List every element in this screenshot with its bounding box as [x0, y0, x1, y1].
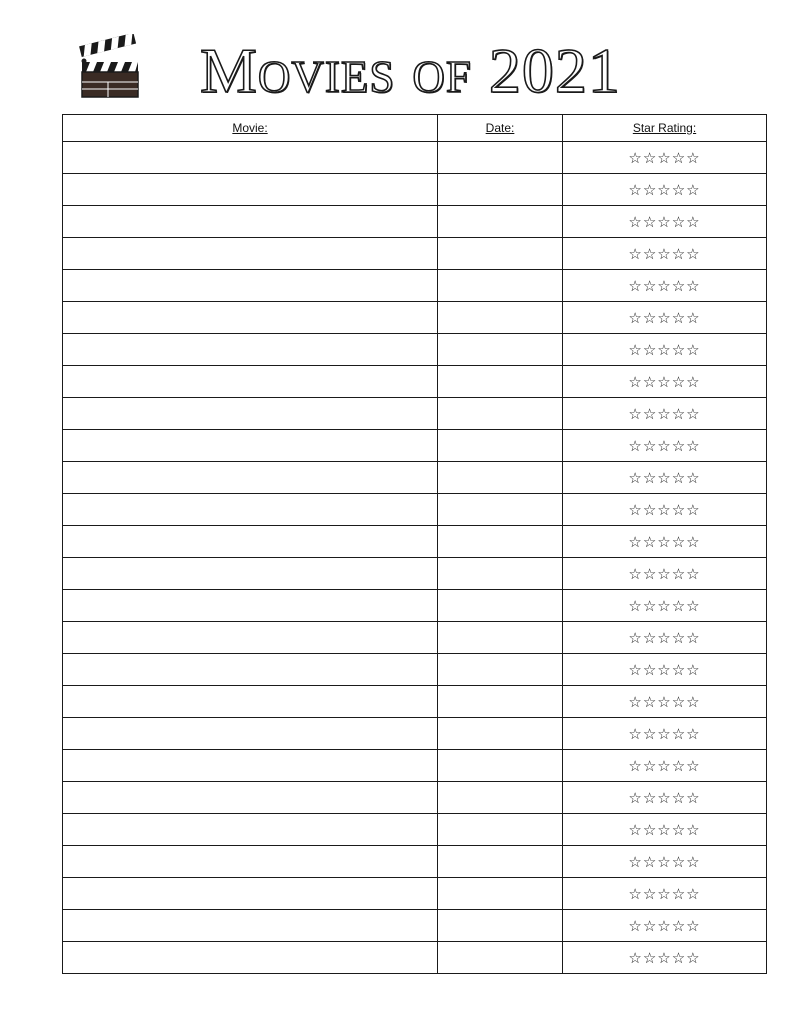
- table-row: [63, 526, 767, 558]
- star-outline-icon[interactable]: ☆: [657, 756, 672, 775]
- date-cell[interactable]: [438, 942, 563, 974]
- date-cell[interactable]: [438, 622, 563, 654]
- table-body: [63, 142, 767, 974]
- table-row: [63, 238, 767, 270]
- star-outline-icon[interactable]: ☆: [628, 628, 643, 647]
- star-outline-icon[interactable]: ☆: [642, 244, 658, 263]
- star-outline-icon[interactable]: ☆: [686, 628, 701, 647]
- star-outline-icon[interactable]: ☆: [642, 276, 658, 295]
- table-row: [63, 270, 767, 302]
- star-outline-icon[interactable]: ☆: [642, 884, 658, 903]
- movie-cell[interactable]: [63, 174, 438, 206]
- movie-cell[interactable]: [63, 398, 438, 430]
- star-outline-icon[interactable]: ☆: [642, 468, 658, 487]
- star-outline-icon[interactable]: ☆: [671, 564, 687, 583]
- star-outline-icon[interactable]: ☆: [686, 788, 701, 807]
- star-outline-icon[interactable]: ☆: [671, 628, 687, 647]
- star-outline-icon[interactable]: ☆: [671, 276, 687, 295]
- star-rating-cell[interactable]: [563, 558, 767, 590]
- date-cell[interactable]: [438, 814, 563, 846]
- star-outline-icon[interactable]: ☆: [671, 244, 687, 263]
- date-cell[interactable]: [438, 398, 563, 430]
- movie-cell[interactable]: [63, 718, 438, 750]
- star-rating-cell[interactable]: [563, 590, 767, 622]
- star-outline-icon[interactable]: ☆: [642, 212, 658, 231]
- star-outline-icon[interactable]: ☆: [686, 212, 701, 231]
- movie-cell[interactable]: [63, 878, 438, 910]
- star-outline-icon[interactable]: ☆: [657, 660, 672, 679]
- star-rating-cell[interactable]: [563, 302, 767, 334]
- star-outline-icon[interactable]: ☆: [657, 820, 672, 839]
- star-outline-icon[interactable]: ☆: [628, 596, 643, 615]
- star-outline-icon[interactable]: ☆: [657, 244, 672, 263]
- movie-cell[interactable]: [63, 366, 438, 398]
- star-outline-icon[interactable]: ☆: [671, 756, 687, 775]
- movie-cell[interactable]: [63, 910, 438, 942]
- table-row: [63, 654, 767, 686]
- star-outline-icon[interactable]: ☆: [686, 148, 701, 167]
- star-outline-icon[interactable]: ☆: [628, 148, 643, 167]
- star-outline-icon[interactable]: ☆: [657, 596, 672, 615]
- star-outline-icon[interactable]: ☆: [657, 788, 672, 807]
- movie-cell[interactable]: [63, 302, 438, 334]
- star-outline-icon[interactable]: ☆: [642, 180, 658, 199]
- star-rating-cell[interactable]: [563, 366, 767, 398]
- star-outline-icon[interactable]: ☆: [642, 916, 658, 935]
- star-outline-icon[interactable]: ☆: [671, 820, 687, 839]
- star-rating-cell[interactable]: [563, 878, 767, 910]
- movie-cell[interactable]: [63, 494, 438, 526]
- star-rating-cell[interactable]: [563, 494, 767, 526]
- column-header-movie: Movie:: [63, 115, 438, 142]
- table-row: [63, 782, 767, 814]
- star-outline-icon[interactable]: ☆: [686, 948, 701, 967]
- star-rating-cell[interactable]: [563, 942, 767, 974]
- table-row: [63, 718, 767, 750]
- date-cell[interactable]: [438, 494, 563, 526]
- star-outline-icon[interactable]: ☆: [657, 948, 672, 967]
- star-outline-icon[interactable]: ☆: [686, 308, 701, 327]
- movie-cell[interactable]: [63, 782, 438, 814]
- star-rating-cell[interactable]: [563, 238, 767, 270]
- star-rating-cell[interactable]: [563, 142, 767, 174]
- star-outline-icon[interactable]: ☆: [628, 692, 643, 711]
- star-outline-icon[interactable]: ☆: [686, 660, 701, 679]
- table-row: [63, 590, 767, 622]
- column-header-date: Date:: [438, 115, 563, 142]
- movie-cell[interactable]: [63, 590, 438, 622]
- star-rating-cell[interactable]: [563, 334, 767, 366]
- table-row: [63, 206, 767, 238]
- star-outline-icon[interactable]: ☆: [671, 180, 687, 199]
- table-row: [63, 398, 767, 430]
- date-cell[interactable]: [438, 846, 563, 878]
- star-outline-icon[interactable]: ☆: [642, 852, 658, 871]
- date-cell[interactable]: [438, 334, 563, 366]
- star-rating-cell[interactable]: [563, 526, 767, 558]
- star-outline-icon[interactable]: ☆: [686, 884, 701, 903]
- star-outline-icon[interactable]: ☆: [628, 340, 643, 359]
- star-outline-icon[interactable]: ☆: [657, 148, 672, 167]
- star-outline-icon[interactable]: ☆: [671, 948, 687, 967]
- star-outline-icon[interactable]: ☆: [671, 404, 687, 423]
- date-cell[interactable]: [438, 174, 563, 206]
- star-outline-icon[interactable]: ☆: [628, 916, 643, 935]
- star-outline-icon[interactable]: ☆: [628, 276, 643, 295]
- movie-cell[interactable]: [63, 558, 438, 590]
- table-row: [63, 302, 767, 334]
- star-outline-icon[interactable]: ☆: [642, 148, 658, 167]
- movie-cell[interactable]: [63, 686, 438, 718]
- star-outline-icon[interactable]: ☆: [642, 372, 658, 391]
- star-outline-icon[interactable]: ☆: [686, 820, 701, 839]
- star-rating-cell[interactable]: [563, 846, 767, 878]
- star-rating-cell[interactable]: [563, 398, 767, 430]
- movie-log-table: [62, 114, 767, 974]
- star-outline-icon[interactable]: ☆: [628, 308, 643, 327]
- star-outline-icon[interactable]: ☆: [657, 724, 672, 743]
- star-outline-icon[interactable]: ☆: [642, 948, 658, 967]
- star-outline-icon[interactable]: ☆: [642, 724, 658, 743]
- star-outline-icon[interactable]: ☆: [657, 436, 672, 455]
- star-outline-icon[interactable]: ☆: [657, 692, 672, 711]
- star-outline-icon[interactable]: ☆: [686, 692, 701, 711]
- star-rating-cell[interactable]: [563, 206, 767, 238]
- date-cell[interactable]: [438, 526, 563, 558]
- star-outline-icon[interactable]: ☆: [657, 180, 672, 199]
- star-outline-icon[interactable]: ☆: [686, 244, 701, 263]
- star-outline-icon[interactable]: ☆: [628, 756, 643, 775]
- star-outline-icon[interactable]: ☆: [642, 532, 658, 551]
- clapperboard-icon: [78, 34, 140, 100]
- movie-cell[interactable]: [63, 238, 438, 270]
- star-outline-icon[interactable]: ☆: [686, 276, 701, 295]
- star-outline-icon[interactable]: ☆: [671, 340, 687, 359]
- star-outline-icon[interactable]: ☆: [628, 660, 643, 679]
- star-outline-icon[interactable]: ☆: [657, 372, 672, 391]
- star-outline-icon[interactable]: ☆: [686, 340, 701, 359]
- date-cell[interactable]: [438, 430, 563, 462]
- star-rating-cell[interactable]: [563, 814, 767, 846]
- star-outline-icon[interactable]: ☆: [657, 884, 672, 903]
- star-outline-icon[interactable]: ☆: [671, 788, 687, 807]
- date-cell[interactable]: [438, 718, 563, 750]
- star-outline-icon[interactable]: ☆: [628, 404, 643, 423]
- star-outline-icon[interactable]: ☆: [686, 468, 701, 487]
- table-row: [63, 462, 767, 494]
- star-outline-icon[interactable]: ☆: [671, 916, 687, 935]
- date-cell[interactable]: [438, 206, 563, 238]
- movie-cell[interactable]: [63, 942, 438, 974]
- date-cell[interactable]: [438, 142, 563, 174]
- movie-cell[interactable]: [63, 846, 438, 878]
- star-outline-icon[interactable]: ☆: [671, 436, 687, 455]
- star-outline-icon[interactable]: ☆: [686, 372, 701, 391]
- star-outline-icon[interactable]: ☆: [642, 564, 658, 583]
- table-row: [63, 430, 767, 462]
- star-outline-icon[interactable]: ☆: [671, 372, 687, 391]
- star-rating-cell[interactable]: [563, 654, 767, 686]
- star-outline-icon[interactable]: ☆: [686, 180, 701, 199]
- star-outline-icon[interactable]: ☆: [657, 212, 672, 231]
- star-outline-icon[interactable]: ☆: [657, 404, 672, 423]
- star-outline-icon[interactable]: ☆: [657, 468, 672, 487]
- star-outline-icon[interactable]: ☆: [657, 276, 672, 295]
- movie-cell[interactable]: [63, 654, 438, 686]
- star-rating-cell[interactable]: [563, 782, 767, 814]
- star-rating-cell[interactable]: [563, 462, 767, 494]
- date-cell[interactable]: [438, 270, 563, 302]
- star-outline-icon[interactable]: ☆: [628, 468, 643, 487]
- star-outline-icon[interactable]: ☆: [671, 596, 687, 615]
- star-outline-icon[interactable]: ☆: [686, 852, 701, 871]
- star-outline-icon[interactable]: ☆: [628, 724, 643, 743]
- star-outline-icon[interactable]: ☆: [628, 532, 643, 551]
- star-outline-icon[interactable]: ☆: [657, 308, 672, 327]
- star-outline-icon[interactable]: ☆: [628, 948, 643, 967]
- star-outline-icon[interactable]: ☆: [628, 180, 643, 199]
- star-outline-icon[interactable]: ☆: [686, 404, 701, 423]
- star-outline-icon[interactable]: ☆: [657, 628, 672, 647]
- date-cell[interactable]: [438, 302, 563, 334]
- star-outline-icon[interactable]: ☆: [628, 820, 643, 839]
- star-outline-icon[interactable]: ☆: [642, 436, 658, 455]
- date-cell[interactable]: [438, 590, 563, 622]
- movie-cell[interactable]: [63, 142, 438, 174]
- star-outline-icon[interactable]: ☆: [671, 660, 687, 679]
- star-outline-icon[interactable]: ☆: [657, 564, 672, 583]
- star-outline-icon[interactable]: ☆: [628, 788, 643, 807]
- movie-cell[interactable]: [63, 814, 438, 846]
- star-outline-icon[interactable]: ☆: [628, 884, 643, 903]
- movie-cell[interactable]: [63, 462, 438, 494]
- date-cell[interactable]: [438, 238, 563, 270]
- star-outline-icon[interactable]: ☆: [642, 788, 658, 807]
- star-outline-icon[interactable]: ☆: [671, 500, 687, 519]
- table-row: [63, 334, 767, 366]
- star-outline-icon[interactable]: ☆: [686, 724, 701, 743]
- page-title: Movies of 2021: [200, 35, 621, 106]
- star-outline-icon[interactable]: ☆: [642, 660, 658, 679]
- star-outline-icon[interactable]: ☆: [686, 596, 701, 615]
- star-outline-icon[interactable]: ☆: [671, 884, 687, 903]
- star-rating-cell[interactable]: [563, 910, 767, 942]
- date-cell[interactable]: [438, 654, 563, 686]
- table-row: [63, 174, 767, 206]
- star-outline-icon[interactable]: ☆: [628, 500, 643, 519]
- star-outline-icon[interactable]: ☆: [671, 692, 687, 711]
- star-rating-cell[interactable]: [563, 718, 767, 750]
- star-outline-icon[interactable]: ☆: [642, 692, 658, 711]
- star-rating-cell[interactable]: [563, 622, 767, 654]
- star-rating-cell[interactable]: [563, 174, 767, 206]
- table-row: [63, 494, 767, 526]
- page-header: [0, 0, 794, 114]
- star-outline-icon[interactable]: ☆: [628, 244, 643, 263]
- date-cell[interactable]: [438, 878, 563, 910]
- date-cell[interactable]: [438, 910, 563, 942]
- table-row: [63, 942, 767, 974]
- star-outline-icon[interactable]: ☆: [686, 916, 701, 935]
- date-cell[interactable]: [438, 462, 563, 494]
- table-header-row: [63, 115, 767, 142]
- star-outline-icon[interactable]: ☆: [628, 372, 643, 391]
- star-rating-cell[interactable]: [563, 270, 767, 302]
- star-outline-icon[interactable]: ☆: [642, 628, 658, 647]
- movie-cell[interactable]: [63, 206, 438, 238]
- star-outline-icon[interactable]: ☆: [686, 500, 701, 519]
- star-outline-icon[interactable]: ☆: [671, 148, 687, 167]
- movie-cell[interactable]: [63, 526, 438, 558]
- movie-cell[interactable]: [63, 622, 438, 654]
- star-outline-icon[interactable]: ☆: [686, 532, 701, 551]
- star-outline-icon[interactable]: ☆: [642, 340, 658, 359]
- star-outline-icon[interactable]: ☆: [671, 532, 687, 551]
- date-cell[interactable]: [438, 686, 563, 718]
- star-outline-icon[interactable]: ☆: [671, 724, 687, 743]
- star-outline-icon[interactable]: ☆: [657, 852, 672, 871]
- star-outline-icon[interactable]: ☆: [686, 756, 701, 775]
- star-outline-icon[interactable]: ☆: [671, 852, 687, 871]
- date-cell[interactable]: [438, 558, 563, 590]
- star-outline-icon[interactable]: ☆: [642, 820, 658, 839]
- star-outline-icon[interactable]: ☆: [642, 500, 658, 519]
- star-outline-icon[interactable]: ☆: [628, 212, 643, 231]
- movie-cell[interactable]: [63, 334, 438, 366]
- table-row: [63, 366, 767, 398]
- movie-cell[interactable]: [63, 430, 438, 462]
- star-outline-icon[interactable]: ☆: [628, 436, 643, 455]
- star-outline-icon[interactable]: ☆: [642, 308, 658, 327]
- table-row: [63, 622, 767, 654]
- table-row: [63, 558, 767, 590]
- table-row: [63, 750, 767, 782]
- table-row: [63, 686, 767, 718]
- table-row: [63, 846, 767, 878]
- star-rating-cell[interactable]: [563, 430, 767, 462]
- star-outline-icon[interactable]: ☆: [657, 532, 672, 551]
- star-outline-icon[interactable]: ☆: [657, 500, 672, 519]
- star-outline-icon[interactable]: ☆: [642, 756, 658, 775]
- table-row: [63, 910, 767, 942]
- star-outline-icon[interactable]: ☆: [671, 468, 687, 487]
- star-outline-icon[interactable]: ☆: [642, 596, 658, 615]
- star-outline-icon[interactable]: ☆: [628, 852, 643, 871]
- star-rating-cell[interactable]: [563, 750, 767, 782]
- date-cell[interactable]: [438, 366, 563, 398]
- star-outline-icon[interactable]: ☆: [642, 404, 658, 423]
- table-row: [63, 878, 767, 910]
- star-outline-icon[interactable]: ☆: [671, 308, 687, 327]
- column-header-star-rating: Star Rating:: [563, 115, 767, 142]
- star-rating-cell[interactable]: [563, 686, 767, 718]
- table-row: [63, 142, 767, 174]
- star-outline-icon[interactable]: ☆: [686, 564, 701, 583]
- star-outline-icon[interactable]: ☆: [657, 916, 672, 935]
- star-outline-icon[interactable]: ☆: [628, 564, 643, 583]
- star-outline-icon[interactable]: ☆: [686, 436, 701, 455]
- star-outline-icon[interactable]: ☆: [657, 340, 672, 359]
- date-cell[interactable]: [438, 750, 563, 782]
- movie-cell[interactable]: [63, 750, 438, 782]
- date-cell[interactable]: [438, 782, 563, 814]
- movie-cell[interactable]: [63, 270, 438, 302]
- table-row: [63, 814, 767, 846]
- star-outline-icon[interactable]: ☆: [671, 212, 687, 231]
